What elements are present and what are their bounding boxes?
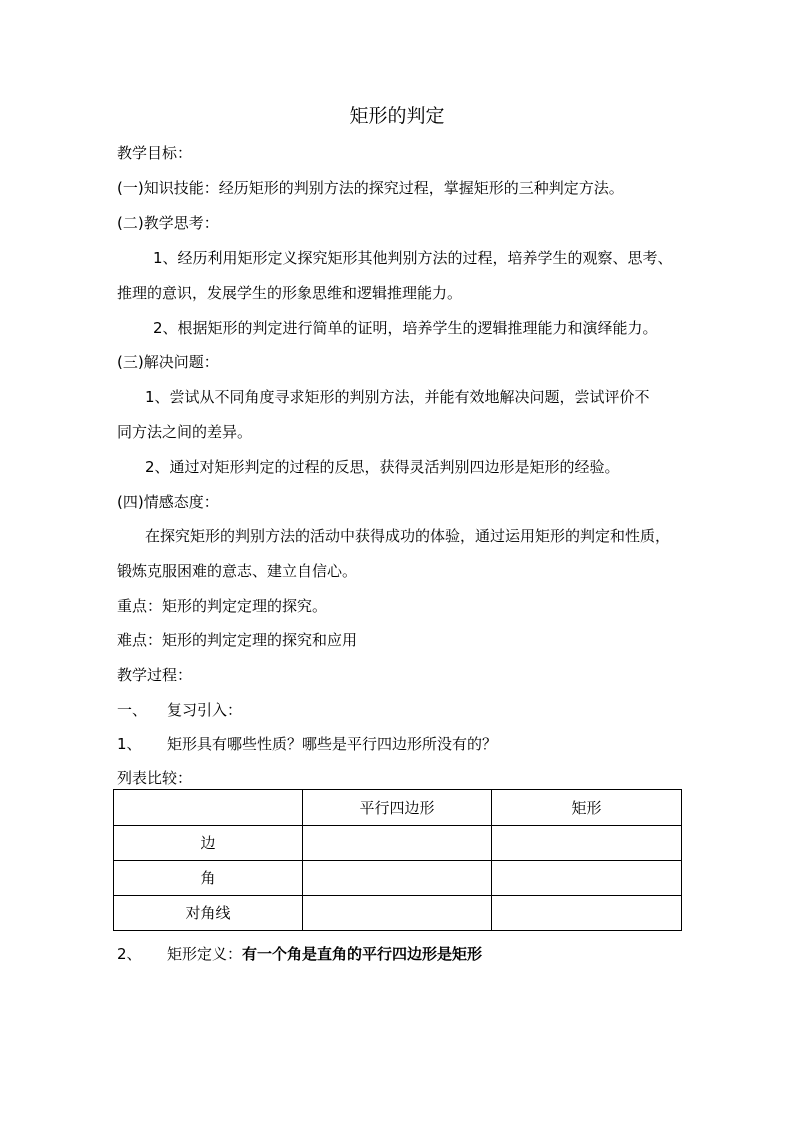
objective-attitude-heading: (四)情感态度： bbox=[117, 493, 219, 511]
objective-thinking-item1-line2: 推理的意识，发展学生的形象思维和逻辑推理能力。 bbox=[117, 284, 463, 302]
objective-problem-item1-line1: 1、尝试从不同角度寻求矩形的判别方法，并能有效地解决问题，尝试评价不 bbox=[145, 388, 650, 406]
difficulty: 难点：矩形的判定定理的探究和应用 bbox=[117, 631, 358, 649]
document-title: 矩形的判定 bbox=[349, 105, 445, 127]
cell-rectangle-angles bbox=[492, 861, 682, 896]
process-heading: 教学过程： bbox=[117, 666, 193, 684]
cell-parallelogram-diagonals bbox=[303, 896, 492, 931]
table-header-rectangle: 矩形 bbox=[492, 790, 682, 826]
section1-number: 一、 bbox=[117, 701, 148, 719]
objective-thinking-item2: 2、根据矩形的判定进行简单的证明，培养学生的逻辑推理能力和演绎能力。 bbox=[153, 319, 658, 337]
row-label-sides: 边 bbox=[114, 826, 303, 861]
table-header-empty bbox=[114, 790, 303, 826]
rectangle-definition: 有一个角是直角的平行四边形是矩形 bbox=[242, 945, 483, 963]
objective-problem-item1-line2: 同方法之间的差异。 bbox=[117, 423, 253, 441]
cell-rectangle-diagonals bbox=[492, 896, 682, 931]
question2-number: 2、 bbox=[117, 945, 142, 963]
table-row bbox=[114, 896, 682, 931]
key-point: 重点：矩形的判定定理的探究。 bbox=[117, 597, 328, 615]
cell-parallelogram-angles bbox=[303, 861, 492, 896]
row-label-diagonals: 对角线 bbox=[114, 896, 303, 931]
objective-attitude-line1: 在探究矩形的判别方法的活动中获得成功的体验，通过运用矩形的判定和性质， bbox=[145, 527, 671, 545]
question2-content bbox=[167, 944, 482, 964]
row-label-angles: 角 bbox=[114, 861, 303, 896]
cell-rectangle-sides bbox=[492, 826, 682, 861]
question1-text: 矩形具有哪些性质？哪些是平行四边形所没有的？ bbox=[167, 735, 498, 753]
objectives-heading: 教学目标： bbox=[117, 144, 193, 162]
objective-thinking-item1-line1: 1、经历利用矩形定义探究矩形其他判别方法的过程，培养学生的观察、思考、 bbox=[153, 249, 673, 267]
definition-label: 矩形定义： bbox=[167, 945, 243, 963]
cell-parallelogram-sides bbox=[303, 826, 492, 861]
question1-number: 1、 bbox=[117, 735, 142, 753]
section1-title: 复习引入： bbox=[167, 701, 243, 719]
objective-problem-heading: (三)解决问题： bbox=[117, 353, 219, 371]
objective-knowledge-skills: (一)知识技能：经历矩形的判别方法的探究过程，掌握矩形的三种判定方法。 bbox=[117, 179, 624, 197]
table-header-row bbox=[114, 790, 682, 826]
objective-thinking-heading: (二)教学思考： bbox=[117, 214, 219, 232]
table-row bbox=[114, 861, 682, 896]
table-caption: 列表比较： bbox=[117, 769, 193, 787]
comparison-table bbox=[113, 789, 682, 931]
table-row bbox=[114, 826, 682, 861]
objective-problem-item2: 2、通过对矩形判定的过程的反思，获得灵活判别四边形是矩形的经验。 bbox=[145, 458, 620, 476]
table-header-parallelogram: 平行四边形 bbox=[303, 790, 492, 826]
objective-attitude-line2: 锻炼克服困难的意志、建立自信心。 bbox=[117, 562, 358, 580]
